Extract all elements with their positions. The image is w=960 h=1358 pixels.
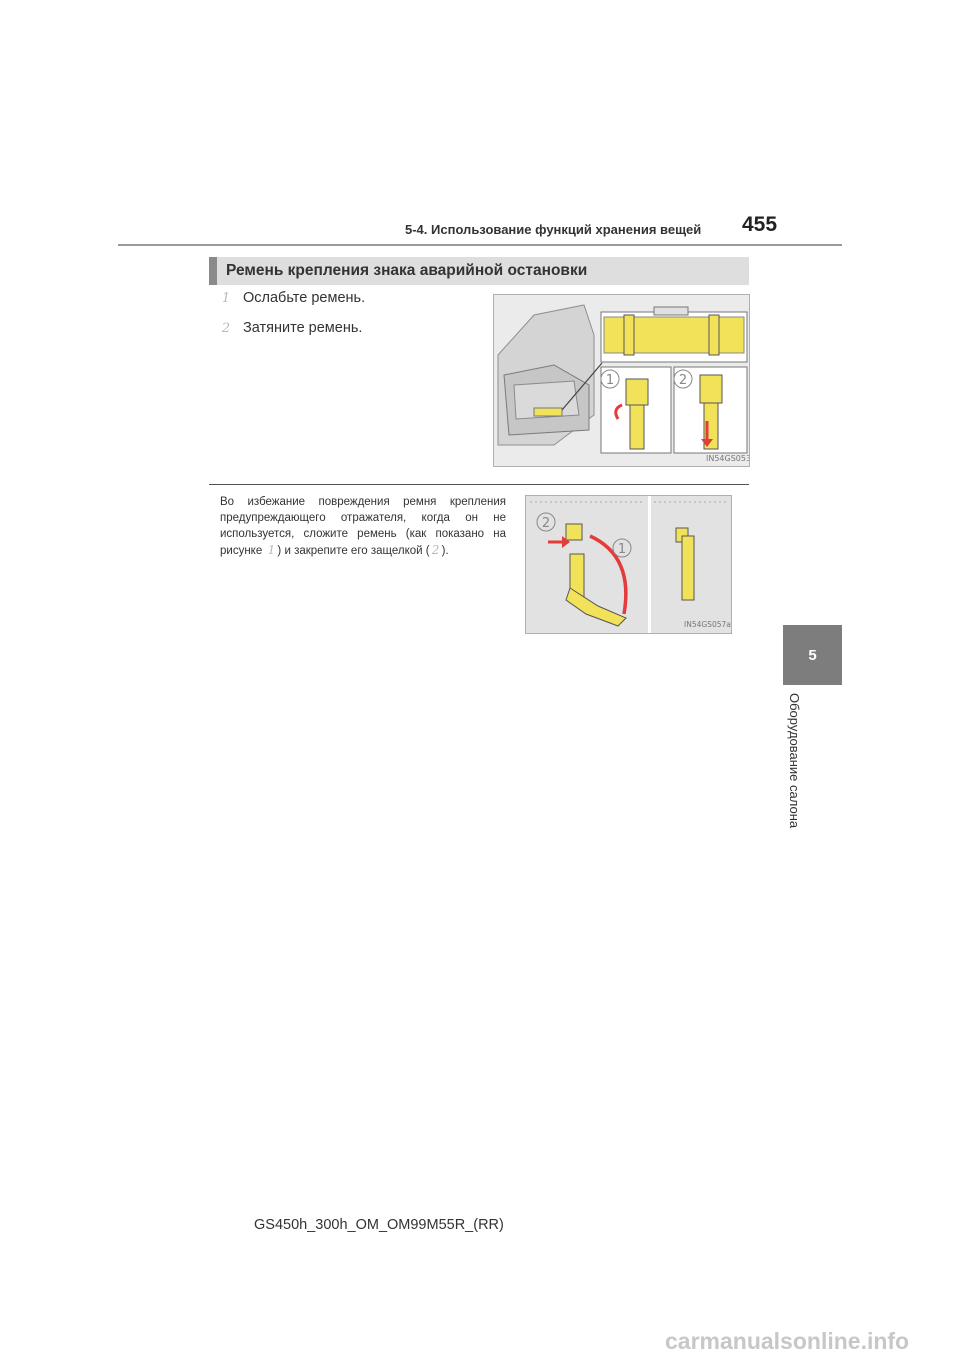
step-2 <box>219 320 362 336</box>
note-ref-1: 1 <box>267 543 276 557</box>
document-code: GS450h_300h_OM_OM99M55R_(RR) <box>254 1217 504 1233</box>
callout-1: 1 <box>605 373 615 388</box>
callout-1: 1 <box>617 542 627 557</box>
section-divider <box>209 484 749 485</box>
section-header: 5-4. Использование функций хранения вещей <box>405 222 702 237</box>
folded-strap-illustration <box>525 495 732 634</box>
step-1 <box>219 290 365 306</box>
chapter-number: 5 <box>808 646 817 664</box>
note-paragraph <box>220 494 506 559</box>
callout-2: 2 <box>541 516 551 531</box>
watermark: carmanualsonline.info <box>665 1328 910 1354</box>
chapter-tab <box>783 625 842 685</box>
chapter-label: Оборудование салона <box>787 693 802 829</box>
section-title-bar <box>209 257 749 285</box>
step-marker: 1 <box>221 290 231 306</box>
figure2-code: IN54GS057a <box>684 620 731 629</box>
note-ref-2: 2 <box>431 543 440 557</box>
note-text: ) и закрепите его защелкой ( <box>277 545 430 557</box>
note-text: Во избежание повреждения ремня крепления предупреждающего отражателя, когда он не используется, сложите ремень (как показано на рисунке <box>220 496 506 557</box>
trunk-strap-illustration <box>493 294 750 467</box>
figure1-code: IN54GS053 <box>706 454 749 463</box>
folded-strap-drawing <box>526 496 731 633</box>
step-text: Ослабьте ремень. <box>243 290 366 306</box>
title-accent <box>209 257 217 285</box>
section-title: Ремень крепления знака аварийной остановки <box>226 262 588 279</box>
step-marker: 2 <box>221 320 231 336</box>
header-divider <box>118 244 842 246</box>
callout-2: 2 <box>678 373 688 388</box>
trunk-strap-drawing <box>494 295 749 466</box>
step-text: Затяните ремень. <box>243 320 363 336</box>
note-text: ). <box>441 545 449 557</box>
page-number: 455 <box>742 213 778 236</box>
